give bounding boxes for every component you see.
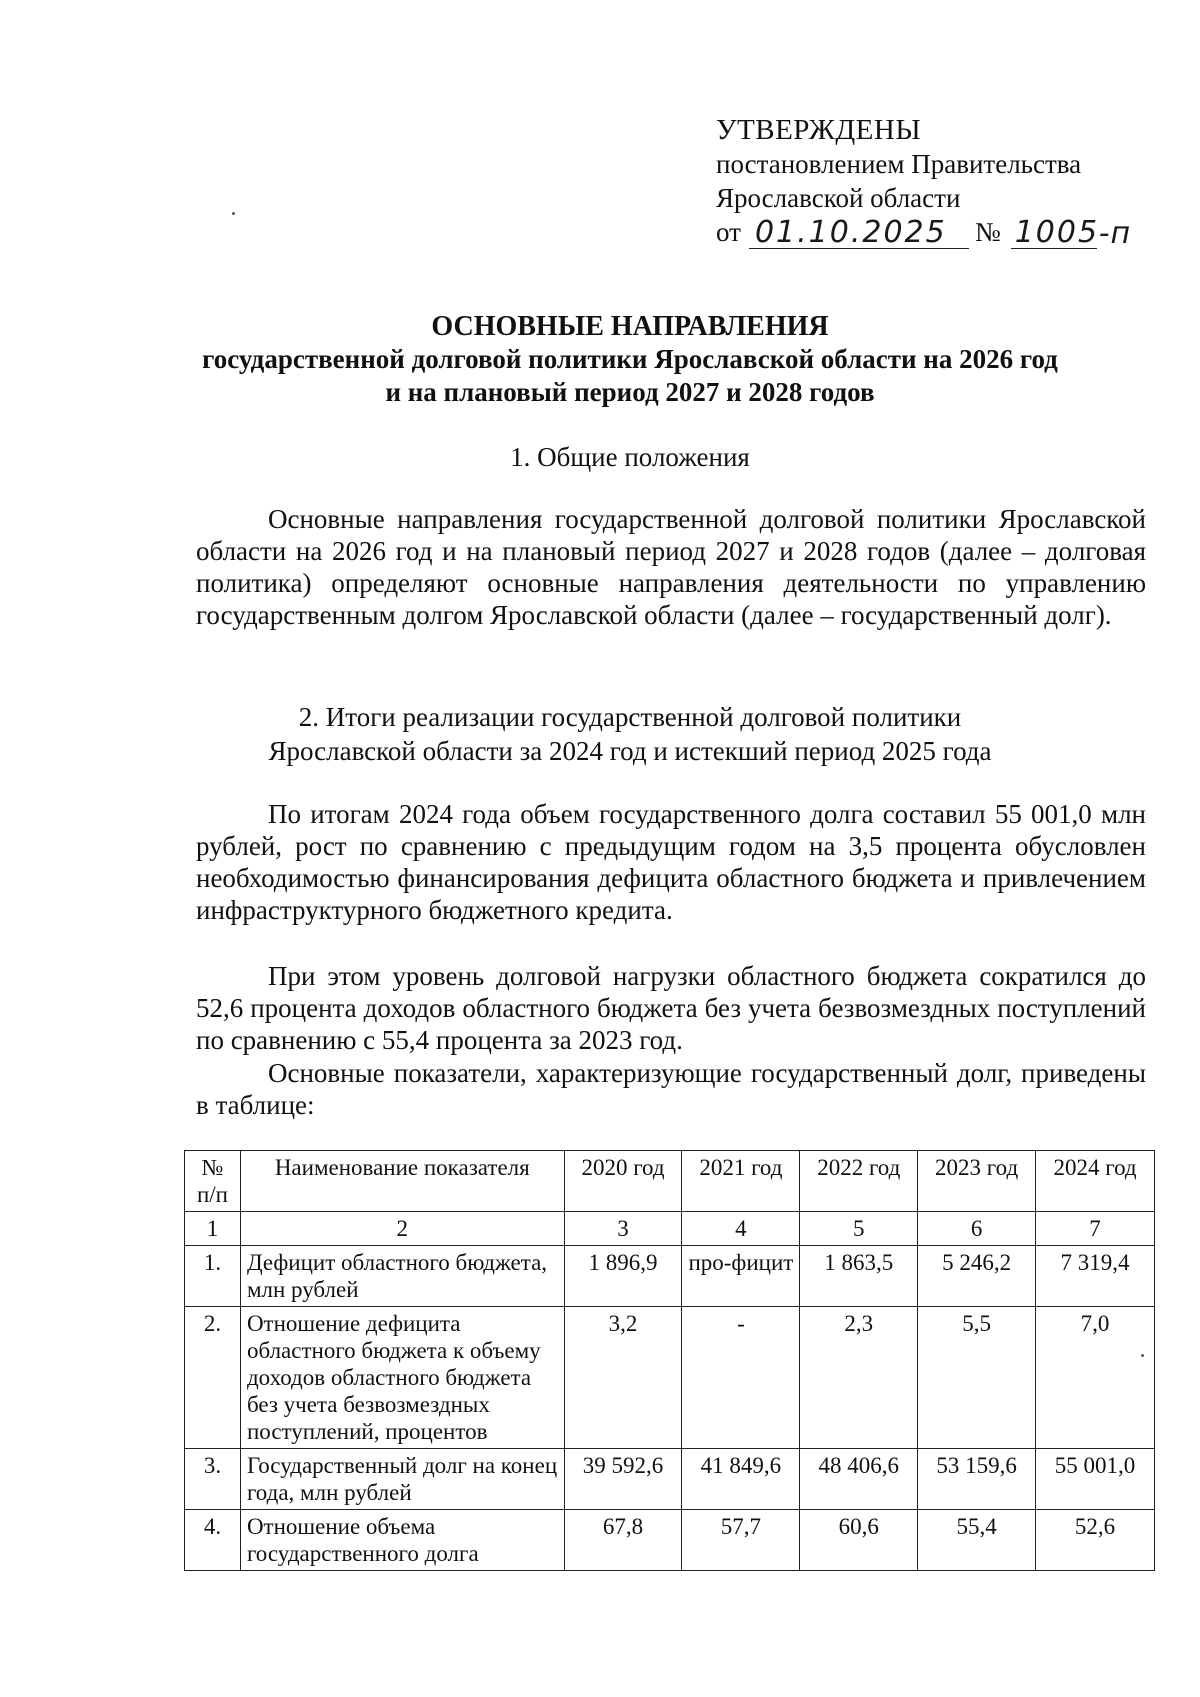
approval-date-number-row — [716, 215, 1131, 249]
column-number-cell: 6 — [918, 1212, 1036, 1246]
table-row — [185, 1449, 1155, 1510]
section-2-paragraph-3: Основные показатели, характеризующие государственный долг, приведены в таблице: — [196, 1058, 1146, 1120]
section-1-title: 1. Общие положения — [510, 442, 750, 472]
handwritten-number-suffix: -п — [1098, 216, 1132, 251]
value-cell: 5,5 — [918, 1307, 1036, 1449]
table-header-row — [185, 1151, 1155, 1212]
section-2-title-line-1: 2. Итоги реализации государственной долговой политики — [298, 702, 962, 732]
value-cell: 41 849,6 — [682, 1449, 800, 1510]
scan-speck — [232, 212, 235, 215]
section-2-title-line-2: Ярославской области за 2024 год и истекший период 2025 года — [268, 736, 992, 766]
row-number-cell: 4. — [185, 1510, 241, 1571]
header-cell: № п/п — [185, 1151, 241, 1212]
heading-line-2: государственной долговой политики Ярославской области на 2026 год — [202, 344, 1058, 374]
from-label: от — [716, 217, 741, 247]
section-2-title — [180, 700, 1080, 768]
column-number-cell: 5 — [800, 1212, 918, 1246]
value-cell: 53 159,6 — [918, 1449, 1036, 1510]
column-number-cell: 4 — [682, 1212, 800, 1246]
section-1-paragraph: Основные направления государственной долговой политики Ярославской области на 2026 год и на плановый период 2027 и 2028 годов (далее – долговая политика) определяют основные направления деятельности по управлению государственным долгом Ярославской области (далее – государственный долг). — [196, 504, 1146, 630]
value-cell: 3,2 — [564, 1307, 682, 1449]
value-cell: 67,8 — [564, 1510, 682, 1571]
row-number-cell: 3. — [185, 1449, 241, 1510]
column-number-cell: 1 — [185, 1212, 241, 1246]
indicator-name-cell: Отношение дефицита областного бюджета к объему доходов областного бюджета без учета безвозмездных поступлений, процентов — [240, 1307, 564, 1449]
header-cell: 2024 год — [1036, 1151, 1155, 1212]
value-cell: 7,0 — [1036, 1307, 1155, 1449]
value-cell: 1 863,5 — [800, 1246, 918, 1307]
value-cell: 55,4 — [918, 1510, 1036, 1571]
value-cell: 60,6 — [800, 1510, 918, 1571]
number-label: № — [974, 217, 1001, 247]
header-cell: 2023 год — [918, 1151, 1036, 1212]
approval-title: УТВЕРЖДЕНЫ — [716, 114, 922, 146]
value-cell: 2,3 — [800, 1307, 918, 1449]
indicator-name-cell: Дефицит областного бюджета, млн рублей — [240, 1246, 564, 1307]
column-number-cell: 2 — [240, 1212, 564, 1246]
approval-line-2: Ярославской области — [716, 183, 961, 213]
value-cell: - — [682, 1307, 800, 1449]
indicators-table — [184, 1150, 1155, 1571]
heading-line-1: ОСНОВНЫЕ НАПРАВЛЕНИЯ — [431, 311, 829, 342]
column-number-cell: 3 — [564, 1212, 682, 1246]
value-cell: 52,6 — [1036, 1510, 1155, 1571]
indicator-name-cell: Отношение объема государственного долга — [240, 1510, 564, 1571]
section-2-paragraph-2: При этом уровень долговой нагрузки областного бюджета сократился до 52,6 процента доходов областного бюджета без учета безвозмездных поступлений по сравнению с 55,4 процента за 2023 год. — [196, 961, 1146, 1055]
document-heading — [180, 310, 1080, 409]
table-row — [185, 1307, 1155, 1449]
table-row — [185, 1510, 1155, 1571]
column-number-cell: 7 — [1036, 1212, 1155, 1246]
approval-line-1: постановлением Правительства — [716, 149, 1082, 179]
header-cell: Наименование показателя — [240, 1151, 564, 1212]
value-cell: 5 246,2 — [918, 1246, 1036, 1307]
indicator-name-cell: Государственный долг на конец года, млн рублей — [240, 1449, 564, 1510]
handwritten-number: 1005 — [1011, 218, 1097, 249]
value-cell: 7 319,4 — [1036, 1246, 1155, 1307]
column-number-row — [185, 1212, 1155, 1246]
handwritten-date: 01.10.2025 — [749, 218, 969, 249]
value-cell: 1 896,9 — [564, 1246, 682, 1307]
scan-speck — [1141, 1354, 1144, 1357]
value-cell: 57,7 — [682, 1510, 800, 1571]
value-cell: про-фицит — [682, 1246, 800, 1307]
table-row — [185, 1246, 1155, 1307]
heading-line-3: и на плановый период 2027 и 2028 годов — [385, 377, 875, 407]
row-number-cell: 1. — [185, 1246, 241, 1307]
header-cell: 2021 год — [682, 1151, 800, 1212]
header-cell: 2020 год — [564, 1151, 682, 1212]
approval-block — [716, 113, 1131, 249]
value-cell: 48 406,6 — [800, 1449, 918, 1510]
value-cell: 55 001,0 — [1036, 1449, 1155, 1510]
section-2-paragraph-1: По итогам 2024 года объем государственного долга составил 55 001,0 млн рублей, рост по сравнению с предыдущим годом на 3,5 процента обусловлен необходимостью финансирования дефицита областного бюджета и привлечением инфраструктурного бюджетного кредита. — [196, 799, 1146, 925]
value-cell: 39 592,6 — [564, 1449, 682, 1510]
header-cell: 2022 год — [800, 1151, 918, 1212]
row-number-cell: 2. — [185, 1307, 241, 1449]
